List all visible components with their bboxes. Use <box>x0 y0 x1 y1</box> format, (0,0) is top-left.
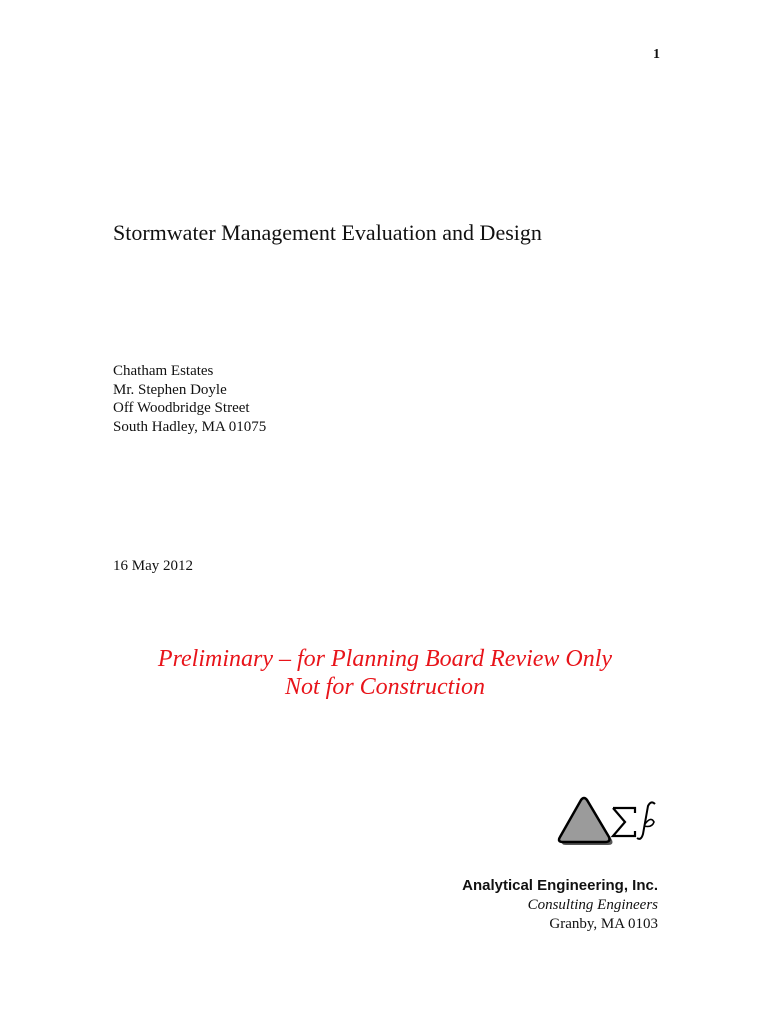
address-line: Chatham Estates <box>113 363 214 379</box>
company-block <box>360 876 658 934</box>
address-line: South Hadley, MA 01075 <box>113 418 267 435</box>
document-date: 16 May 2012 <box>113 558 193 574</box>
company-tagline: Consulting Engineers <box>527 897 658 913</box>
company-location: Granby, MA 0103 <box>549 916 658 932</box>
notice-line-2: Not for Construction <box>284 674 486 700</box>
company-logo-icon <box>555 790 665 850</box>
preliminary-notice <box>85 645 685 701</box>
address-line: Mr. Stephen Doyle <box>113 381 227 398</box>
notice-line-1: Preliminary – for Planning Board Review Only <box>157 646 613 672</box>
sigma-glyph <box>613 808 635 836</box>
document-title: Stormwater Management Evaluation and Design <box>113 220 542 245</box>
page-number: 1 <box>653 47 660 62</box>
address-block <box>113 362 266 436</box>
company-name: Analytical Engineering, Inc. <box>462 877 658 894</box>
address-line: Off Woodbridge Street <box>113 400 250 416</box>
delta-triangle <box>559 798 610 842</box>
